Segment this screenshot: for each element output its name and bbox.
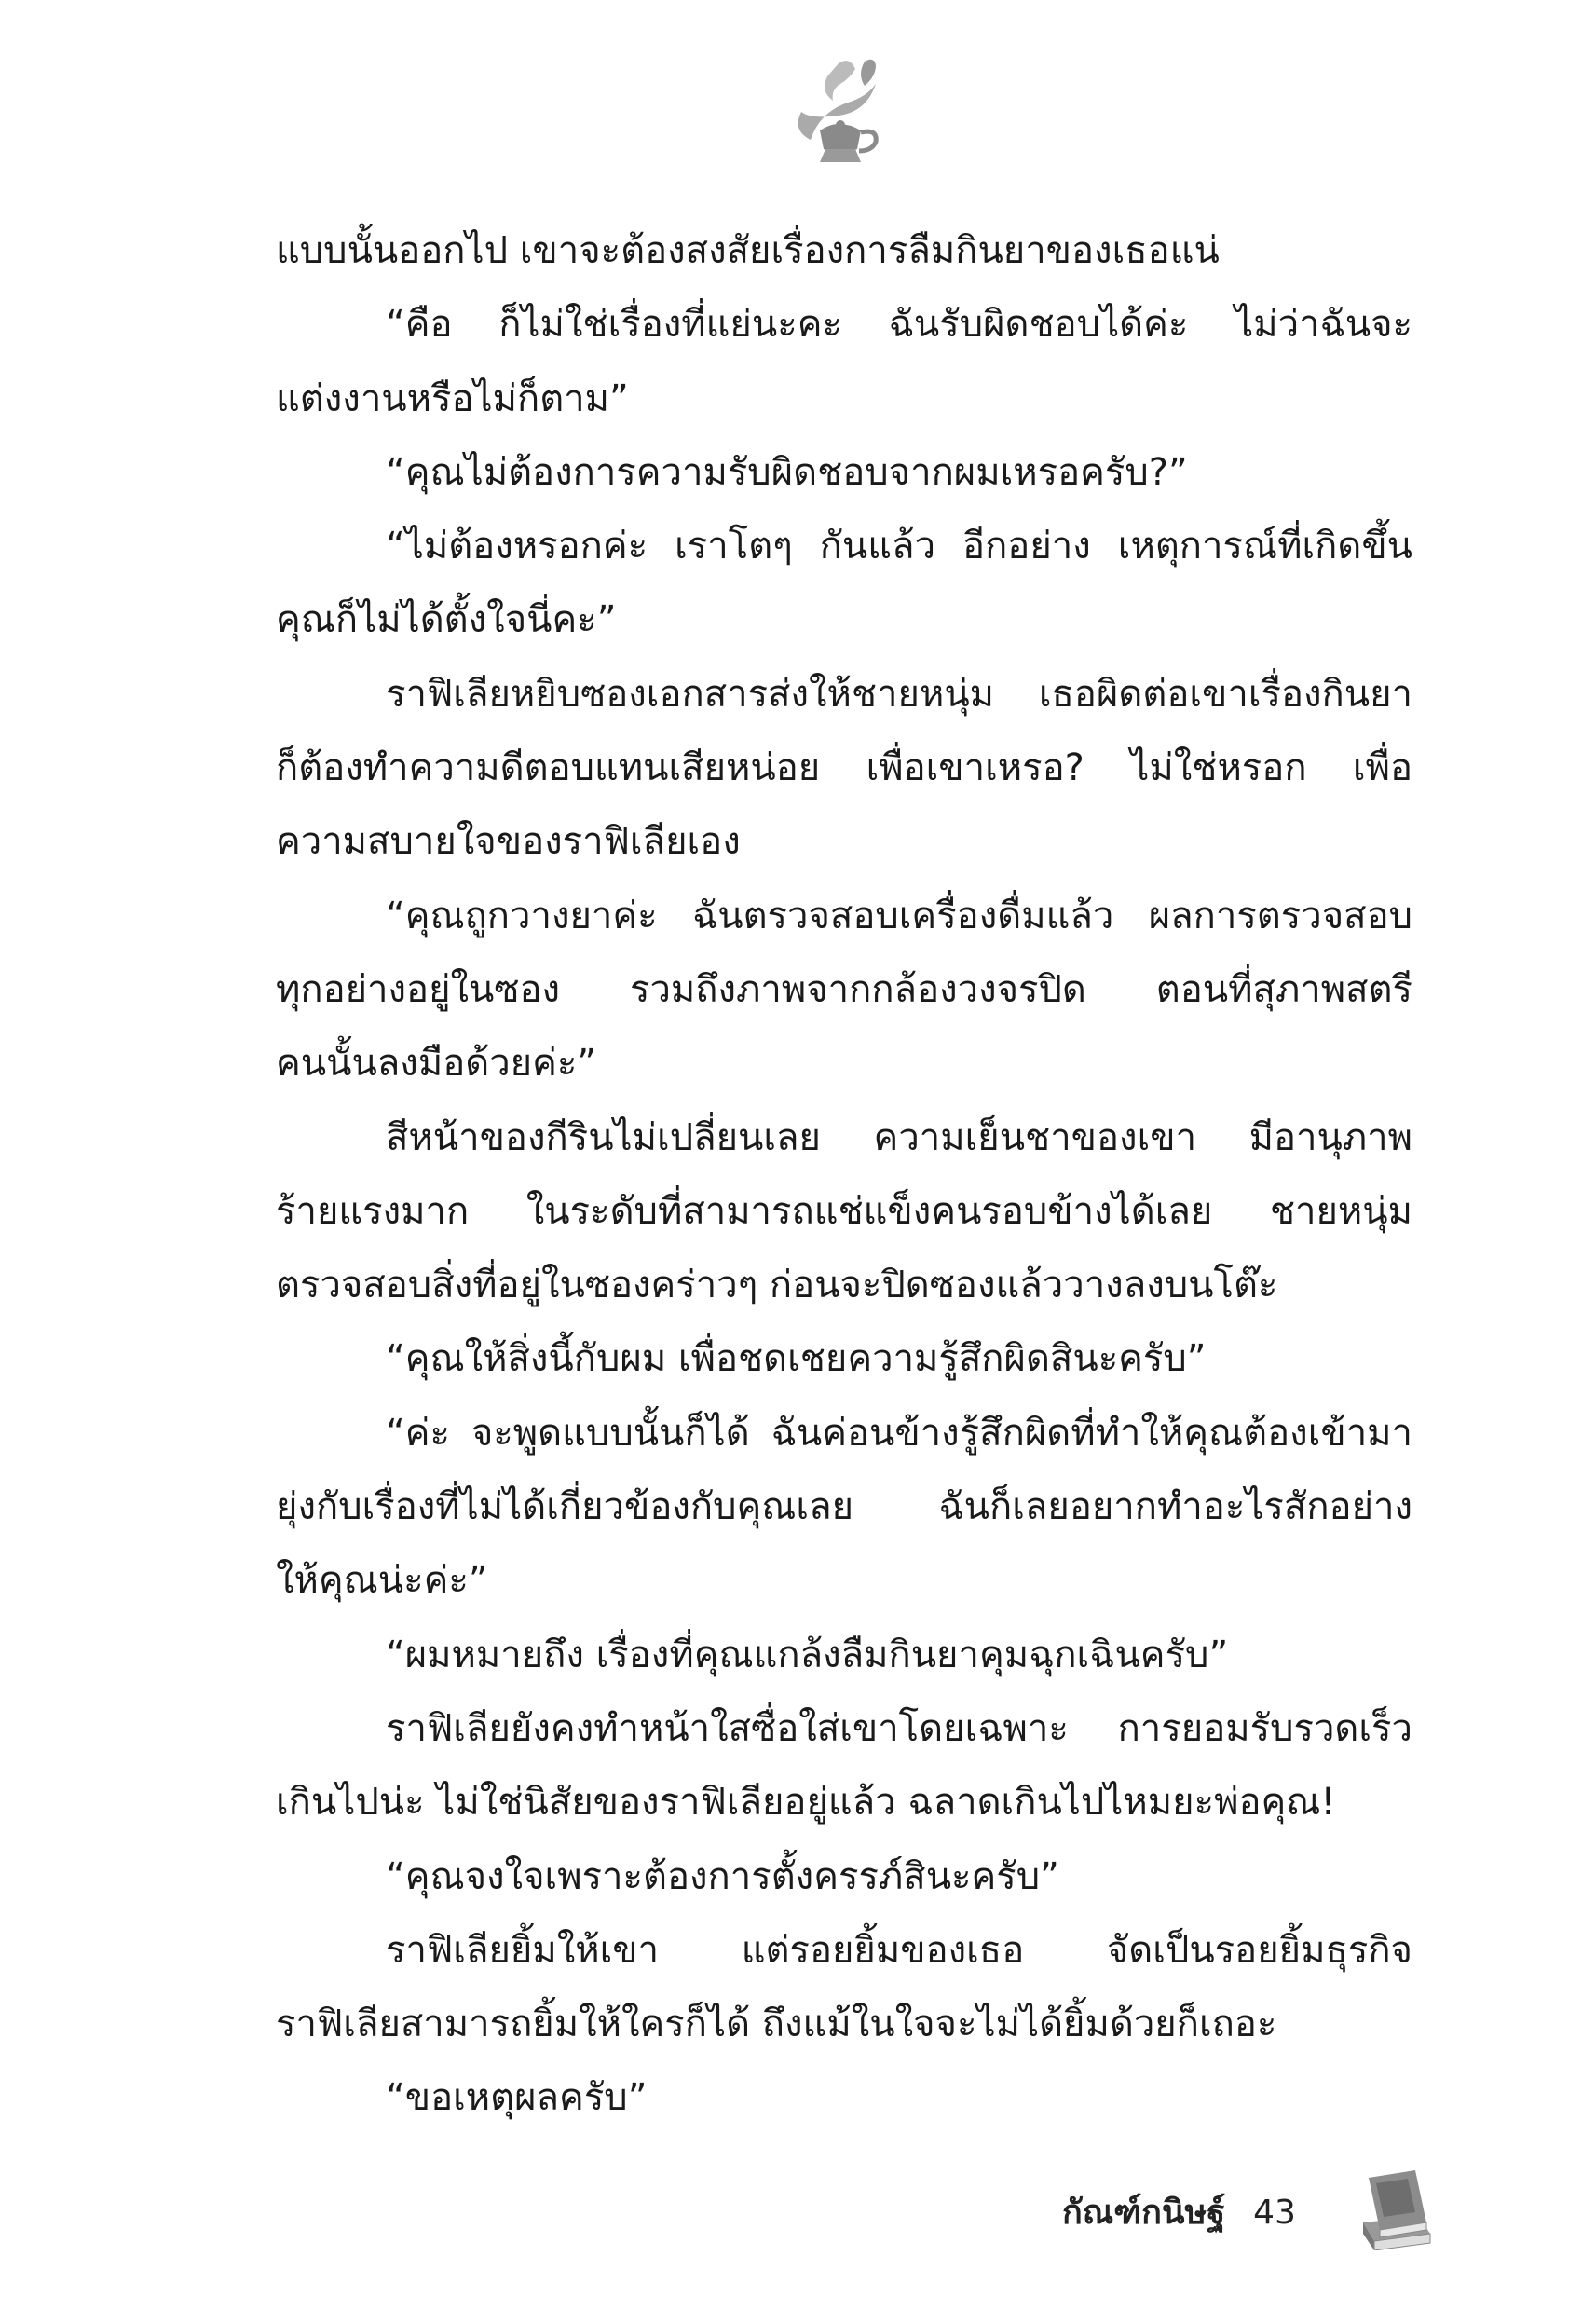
text-line: ก็ต้องทำความดีตอบแทนเสียหน่อย เพื่อเขาเหรอ? ไม่ใช่หรอก เพื่อ	[276, 746, 1412, 790]
page-number: 43	[1253, 2194, 1296, 2232]
text-line: คนนั้นลงมือด้วยค่ะ”	[276, 1042, 597, 1086]
teapot-ornament-icon	[783, 56, 899, 168]
text-line: ยุ่งกับเรื่องที่ไม่ได้เกี่ยวข้องกับคุณเลย ฉันก็เลยอยากทำอะไรสักอย่าง	[276, 1485, 1412, 1529]
text-line: “คุณถูกวางยาค่ะ ฉันตรวจสอบเครื่องดื่มแล้ว ผลการตรวจสอบ	[386, 894, 1412, 937]
book-title: กัณฑ์กนิษฐ์	[1062, 2194, 1226, 2232]
text-line: “คือ ก็ไม่ใช่เรื่องที่แย่นะคะ ฉันรับผิดชอบได้ค่ะ ไม่ว่าฉันจะ	[386, 303, 1412, 347]
text-line: ราฟิเลียยังคงทำหน้าใสซื่อใส่เขาโดยเฉพาะ การยอมรับรวดเร็ว	[386, 1706, 1412, 1750]
text-line: คุณก็ไม่ได้ตั้งใจนี่คะ”	[276, 598, 617, 642]
text-line: “ขอเหตุผลครับ”	[386, 2076, 648, 2120]
text-line: ความสบายใจของราฟิเลียเอง	[276, 820, 741, 864]
text-line: “คุณจงใจเพราะต้องการตั้งครรภ์สินะครับ”	[386, 1854, 1059, 1898]
text-line: “คุณไม่ต้องการความรับผิดชอบจากผมเหรอครับ?”	[386, 450, 1188, 494]
books-icon	[1356, 2167, 1435, 2250]
text-line: สีหน้าของกีรินไม่เปลี่ยนเลย ความเย็นชาของเขา มีอานุภาพ	[386, 1115, 1412, 1159]
body-text	[276, 214, 1412, 2136]
text-line: “ผมหมายถึง เรื่องที่คุณแกล้งลืมกินยาคุมฉุกเฉินครับ”	[386, 1633, 1229, 1676]
text-line: ราฟิเลียสามารถยิ้มให้ใครก็ได้ ถึงแม้ในใจจะไม่ได้ยิ้มด้วยก็เถอะ	[276, 2003, 1277, 2046]
text-line: แบบนั้นออกไป เขาจะต้องสงสัยเรื่องการลืมกินยาของเธอแน่	[276, 229, 1220, 272]
text-line: ราฟิเลียยิ้มให้เขา แต่รอยยิ้มของเธอ จัดเป็นรอยยิ้มธุรกิจ	[386, 1928, 1412, 1972]
text-line: ทุกอย่างอยู่ในซอง รวมถึงภาพจากกล้องวงจรปิด ตอนที่สุภาพสตรี	[276, 967, 1412, 1011]
text-line: “ไม่ต้องหรอกค่ะ เราโตๆ กันแล้ว อีกอย่าง เหตุการณ์ที่เกิดขึ้น	[386, 525, 1412, 568]
text-line: ตรวจสอบสิ่งที่อยู่ในซองคร่าวๆ ก่อนจะปิดซองแล้ววางลงบนโต๊ะ	[276, 1264, 1278, 1307]
text-line: “ค่ะ จะพูดแบบนั้นก็ได้ ฉันค่อนข้างรู้สึกผิดที่ทำให้คุณต้องเข้ามา	[386, 1411, 1412, 1455]
text-line: “คุณให้สิ่งนี้กับผม เพื่อชดเชยความรู้สึกผิดสินะครับ”	[386, 1337, 1207, 1381]
text-line: ร้ายแรงมาก ในระดับที่สามารถแช่แข็งคนรอบข้างได้เลย ชายหนุ่ม	[276, 1189, 1412, 1233]
text-line: ให้คุณน่ะค่ะ”	[276, 1559, 488, 1603]
text-line: เกินไปน่ะ ไม่ใช่นิสัยของราฟิเลียอยู่แล้ว ฉลาดเกินไปไหมยะพ่อคุณ!	[276, 1781, 1336, 1825]
page-footer	[1062, 2185, 1296, 2238]
text-line: ราฟิเลียหยิบซองเอกสารส่งให้ชายหนุ่ม เธอผิดต่อเขาเรื่องกินยา	[386, 672, 1412, 716]
text-line: แต่งงานหรือไม่ก็ตาม”	[276, 376, 629, 420]
